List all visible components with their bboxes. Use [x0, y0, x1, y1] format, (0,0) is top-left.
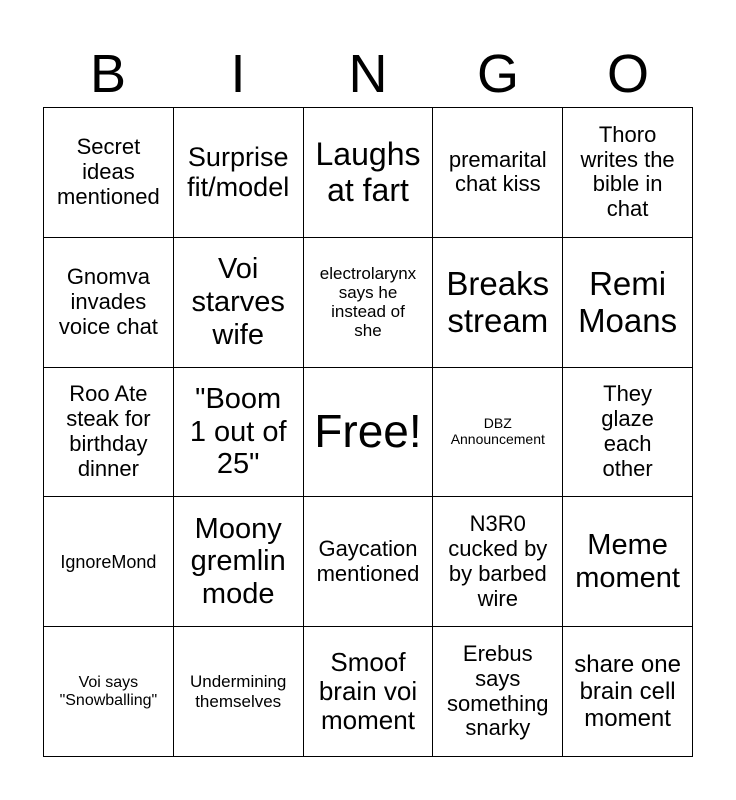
bingo-cell[interactable]: [174, 368, 304, 498]
bingo-cell[interactable]: [174, 238, 304, 368]
bingo-header: [43, 40, 693, 108]
bingo-card-grid: [43, 107, 693, 757]
bingo-cell-label: N3R0 cucked by by barbed wire: [448, 511, 548, 611]
bingo-cell-label: premarital chat kiss: [448, 146, 547, 197]
bingo-cell[interactable]: [174, 108, 304, 238]
header-letter-o: O: [606, 44, 649, 104]
bingo-cell[interactable]: [563, 238, 693, 368]
bingo-cell-label: Undermining themselves: [190, 672, 287, 711]
bingo-cell[interactable]: [433, 368, 563, 498]
bingo-cell-label: Meme moment: [575, 529, 680, 594]
bingo-cell-label: Erebus says something snarky: [447, 640, 549, 741]
header-letter-b: B: [89, 44, 127, 104]
bingo-cell[interactable]: [563, 627, 693, 757]
bingo-cell[interactable]: [44, 238, 174, 368]
bingo-cell-label: Smoof brain voi moment: [318, 646, 418, 736]
bingo-cell[interactable]: [304, 238, 434, 368]
header-letter-g: G: [476, 44, 519, 104]
bingo-cell[interactable]: [304, 108, 434, 238]
bingo-cell[interactable]: [563, 108, 693, 238]
bingo-cell[interactable]: [174, 627, 304, 757]
free-space-cell[interactable]: [304, 368, 434, 498]
bingo-cell[interactable]: [433, 108, 563, 238]
bingo-cell-label: share one brain cell moment: [574, 650, 681, 733]
bingo-cell-label: IgnoreMond: [60, 551, 157, 572]
bingo-cell-label: Secret ideas mentioned: [57, 134, 160, 209]
bingo-cell-label: Voi says "Snowballing": [59, 673, 158, 709]
bingo-cell[interactable]: [304, 497, 434, 627]
bingo-cell-label: Breaks stream: [446, 264, 550, 340]
bingo-cell-label: Surprise fit/model: [187, 141, 290, 203]
bingo-cell-label: Laughs at fart: [315, 136, 421, 209]
bingo-cell-label: Remi Moans: [578, 264, 678, 340]
bingo-cell-label: Gnomva invades voice chat: [58, 263, 158, 339]
bingo-cell-label: Moony gremlin mode: [190, 512, 286, 611]
bingo-cell-label: DBZ Announcement: [450, 415, 545, 447]
bingo-cell[interactable]: [433, 497, 563, 627]
bingo-cell[interactable]: [174, 497, 304, 627]
header-letter-i: I: [230, 44, 246, 104]
bingo-cell[interactable]: [433, 627, 563, 757]
bingo-cell-label: They glaze each other: [601, 381, 654, 481]
bingo-cell[interactable]: [44, 627, 174, 757]
bingo-cell[interactable]: [44, 497, 174, 627]
bingo-cell[interactable]: [44, 108, 174, 238]
bingo-cell[interactable]: [433, 238, 563, 368]
bingo-cell-label: Roo Ate steak for birthday dinner: [66, 381, 151, 481]
bingo-cell-label: electrolarynx says he instead of she: [319, 263, 417, 341]
bingo-cell-label: Voi starves wife: [191, 253, 285, 351]
bingo-cell-label: Gaycation mentioned: [316, 535, 420, 586]
bingo-cell-label: Thoro writes the bible in chat: [580, 121, 675, 222]
bingo-cell[interactable]: [304, 627, 434, 757]
bingo-cell[interactable]: [563, 497, 693, 627]
bingo-cell[interactable]: [44, 368, 174, 498]
bingo-cell-label: "Boom 1 out of 25": [189, 382, 287, 481]
bingo-cell-label: Free!: [314, 405, 422, 457]
bingo-cell[interactable]: [563, 368, 693, 498]
header-letter-n: N: [348, 44, 388, 104]
